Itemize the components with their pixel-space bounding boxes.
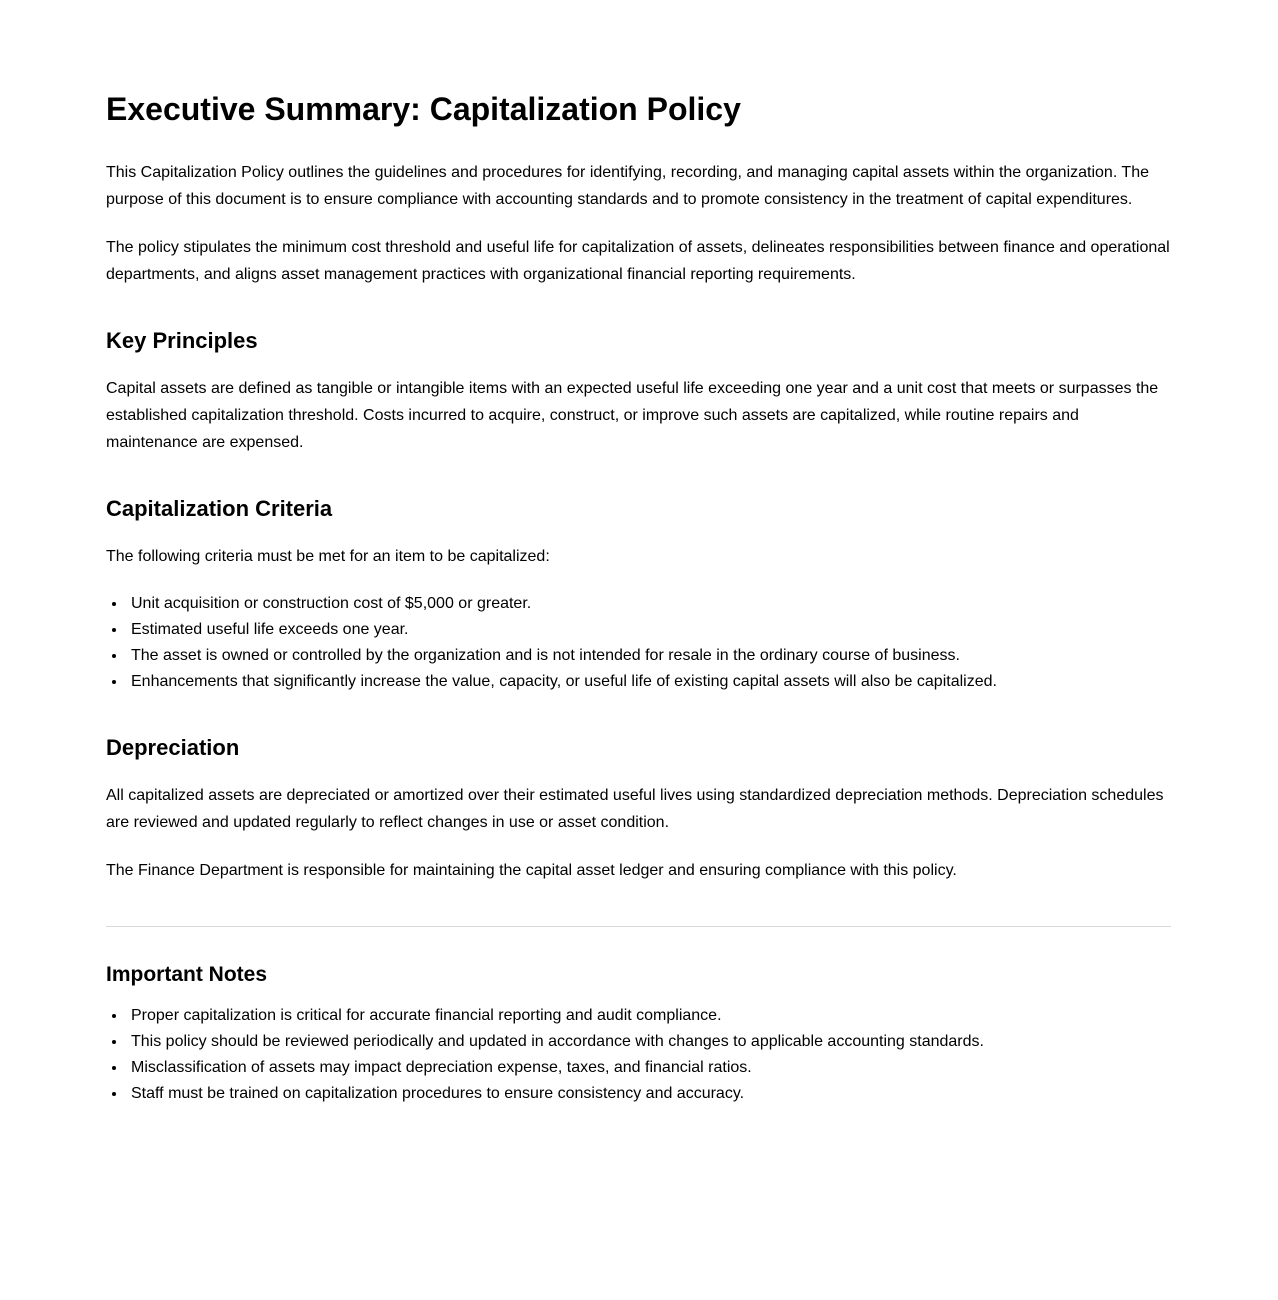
list-item: • The asset is owned or controlled by the organization and is not intended for resale in the ordinary course of business. bbox=[127, 643, 1171, 669]
list-item: • Unit acquisition or construction cost of $5,000 or greater. bbox=[127, 591, 1171, 617]
depreciation-paragraph-2: The Finance Department is responsible for maintaining the capital asset ledger and ensuring compliance with this policy. bbox=[106, 862, 957, 880]
section-heading-depreciation: Depreciation bbox=[106, 735, 240, 761]
list-item: • Enhancements that significantly increase the value, capacity, or useful life of existing capital assets will also be capitalized. bbox=[127, 669, 1171, 695]
important-notes-list bbox=[106, 1003, 1171, 1107]
list-item: • Staff must be trained on capitalization procedures to ensure consistency and accuracy. bbox=[127, 1081, 1171, 1107]
intro-paragraph-2: The policy stipulates the minimum cost threshold and useful life for capitalization of assets, delineates responsibilities between finance and operational departments, and aligns asset management practices with organizational financial reporting requirements. bbox=[106, 239, 1170, 284]
depreciation-paragraph-1: All capitalized assets are depreciated or amortized over their estimated useful lives using standardized depreciation methods. Depreciation schedules are reviewed and updated regularly to reflect changes in use or asset condition. bbox=[106, 787, 1164, 832]
section-key-principles bbox=[106, 328, 1171, 456]
section-heading-capitalization-criteria: Capitalization Criteria bbox=[106, 496, 333, 522]
section-capitalization-criteria bbox=[106, 496, 1171, 695]
section-divider bbox=[106, 926, 1171, 927]
key-principles-paragraph: Capital assets are defined as tangible or intangible items with an expected useful life exceeding one year and a unit cost that meets or surpasses the established capitalization threshold. Costs incurred to acquire, construct, or improve such assets are capitalized, while routine repairs and maintenance are expensed. bbox=[106, 380, 1159, 452]
section-heading-key-principles: Key Principles bbox=[106, 328, 258, 354]
section-important-notes bbox=[106, 963, 1171, 1107]
section-depreciation bbox=[106, 735, 1171, 884]
criteria-intro-line: The following criteria must be met for an item to be capitalized: bbox=[106, 548, 550, 566]
list-item: • Misclassification of assets may impact depreciation expense, taxes, and financial ratios. bbox=[127, 1055, 1171, 1081]
section-heading-important-notes: Important Notes bbox=[106, 963, 268, 987]
list-item: • This policy should be reviewed periodically and updated in accordance with changes to applicable accounting standards. bbox=[127, 1029, 1171, 1055]
list-item: • Proper capitalization is critical for accurate financial reporting and audit compliance. bbox=[127, 1003, 1171, 1029]
criteria-list bbox=[106, 591, 1171, 695]
page-title: Executive Summary: Capitalization Policy bbox=[106, 91, 741, 127]
list-item: • Estimated useful life exceeds one year. bbox=[127, 617, 1171, 643]
intro-paragraph-1: This Capitalization Policy outlines the guidelines and procedures for identifying, recording, and managing capital assets within the organization. The purpose of this document is to ensure compliance with accounting standards and to promote consistency in the treatment of capital expenditures. bbox=[106, 164, 1149, 209]
